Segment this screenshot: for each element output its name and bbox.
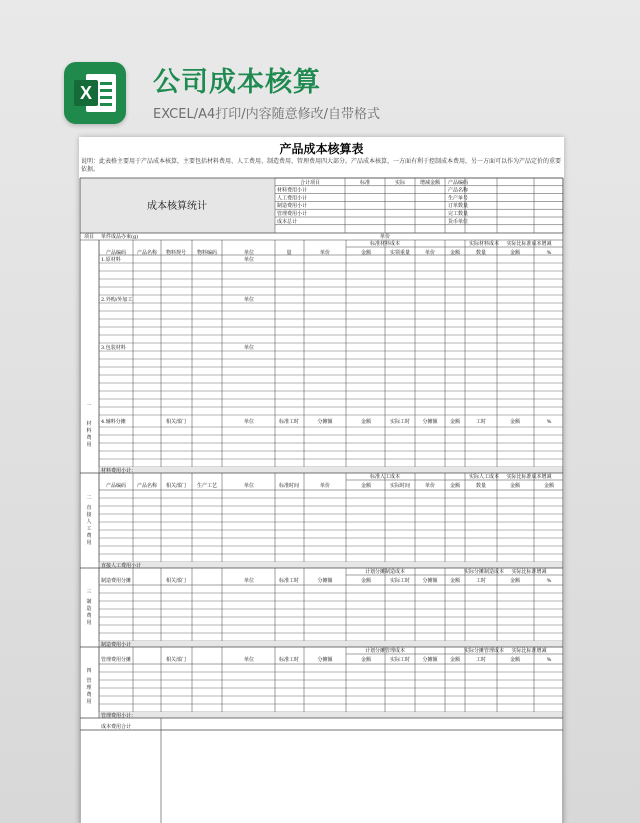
- product-info-label: 产品编码: [448, 179, 469, 186]
- section-label: 管: [86, 678, 92, 684]
- column-header: 金额: [360, 657, 372, 663]
- column-header: 金额: [509, 419, 521, 425]
- spreadsheet-preview: [79, 137, 564, 823]
- column-header: 分摊额: [422, 419, 438, 425]
- summary-row-label: 材料费用小计: [277, 187, 308, 194]
- column-header: 分摊额: [422, 578, 438, 584]
- subtotal-fill: [99, 467, 563, 473]
- column-header: 产品编码: [105, 250, 127, 256]
- summary-header: 合计项目: [299, 179, 321, 186]
- subtotal-label: 材料费用小计：: [101, 468, 137, 474]
- group-header: 实际比标准成本增减: [506, 241, 552, 247]
- column-header: 相关部门: [165, 578, 187, 584]
- summary-header: 标准: [359, 179, 371, 186]
- group-header: 计划分摊管理成本: [364, 648, 406, 654]
- cost-table: [79, 137, 564, 823]
- summary-row-label: 管理费用小计: [277, 211, 308, 217]
- section-label: 造: [86, 606, 92, 612]
- column-header: 量: [286, 250, 292, 256]
- summary-row-label: 制造费用小计: [277, 203, 308, 210]
- subtotal-label: 管理费用小计：: [101, 713, 137, 719]
- subsection-label: 2.外购/外加工: [101, 297, 133, 303]
- subsection-label: 3.包装材料: [101, 345, 126, 351]
- summary-header: 增减金额: [419, 179, 441, 186]
- group-header: 实际比标准增减: [511, 648, 547, 654]
- section-label: 材: [86, 421, 92, 427]
- summary-row-label: 成本总计: [277, 218, 298, 225]
- column-header: 金额: [449, 250, 461, 256]
- column-header: 单位: [243, 250, 255, 256]
- column-header: 单价: [319, 483, 331, 489]
- column-header: 分摊额: [422, 657, 438, 663]
- group-header: 标准人工成本: [369, 474, 401, 480]
- product-info-label: 货币单位: [448, 218, 469, 225]
- column-header: 实领重量: [389, 250, 411, 256]
- section-label: 接: [86, 512, 92, 518]
- section-number: 三: [86, 589, 92, 595]
- group-header: 实际分摊制造成本: [463, 569, 505, 575]
- column-header: 相关部门: [165, 483, 187, 489]
- page-title: 公司成本核算: [153, 67, 321, 98]
- product-info-label: 产品名称: [448, 187, 469, 194]
- total-label: 成本费用合计: [101, 724, 132, 730]
- column-header: 实际工时: [389, 578, 411, 584]
- section-number: 四: [86, 668, 92, 674]
- unit-label: 单位: [243, 345, 255, 351]
- group-header: 实际人工成本: [468, 474, 500, 480]
- section-label: 工: [86, 526, 92, 532]
- column-header: 单位: [243, 657, 255, 663]
- column-header: 金额: [360, 250, 372, 256]
- header: [0, 0, 640, 135]
- column-header: 物料规号: [165, 250, 187, 256]
- group-header: 实际比标准成本增减: [506, 474, 552, 480]
- column-header: 相关部门: [165, 419, 187, 425]
- subtotal-fill: [99, 641, 563, 647]
- column-header: 金额: [449, 657, 461, 663]
- section-label: 直: [86, 505, 92, 511]
- column-header: 标准时间: [278, 483, 300, 489]
- unit-weight-header: 单件成品办束(g): [101, 234, 139, 240]
- section-label: 用: [86, 540, 92, 546]
- column-header: 金额: [360, 419, 372, 425]
- column-header: 产品名称: [136, 483, 158, 489]
- unit-price-header: 单价: [379, 234, 391, 240]
- section-label: 制: [86, 599, 92, 605]
- subsection-label: 1.原材料: [101, 257, 121, 263]
- project-header: 项目: [83, 234, 95, 240]
- column-header: 相关部门: [165, 657, 187, 663]
- section-label: 理: [86, 685, 92, 691]
- column-header: 工时: [475, 419, 487, 425]
- section-label: 用: [86, 620, 92, 626]
- column-header: 工时: [475, 578, 487, 584]
- main-title: 成本核算统计: [147, 201, 207, 212]
- column-header: 生产工艺: [196, 483, 218, 489]
- column-header: 产品编码: [105, 483, 127, 489]
- column-header: %: [546, 578, 552, 584]
- section-label: 料: [86, 428, 92, 434]
- subtotal-fill: [99, 562, 563, 568]
- section-label: 费: [86, 613, 92, 619]
- column-header: 标准工时: [278, 419, 300, 425]
- section-label: 费: [86, 435, 92, 441]
- column-header: 物料编码: [196, 250, 218, 256]
- column-header: 制造费用分摊: [100, 578, 132, 584]
- group-header: 实际比标准增减: [511, 569, 547, 575]
- column-header: 金额: [449, 578, 461, 584]
- unit-label: 单位: [243, 257, 255, 263]
- column-header: 金额: [449, 419, 461, 425]
- column-header: 产品名称: [136, 250, 158, 256]
- column-header: 分摊额: [317, 578, 333, 584]
- column-header: 工时: [475, 657, 487, 663]
- column-header: %: [546, 419, 552, 425]
- column-header: 标准工时: [278, 657, 300, 663]
- column-header: 金额: [449, 483, 461, 489]
- column-header: 实际工时: [389, 657, 411, 663]
- unit-label: 单位: [243, 297, 255, 303]
- column-header: 金额: [509, 483, 521, 489]
- section-number: 一: [86, 403, 92, 409]
- column-header: 实际工时: [389, 419, 411, 425]
- section-number: 二: [86, 495, 92, 501]
- product-info-label: 生产单号: [448, 195, 469, 202]
- product-info-label: 订单数量: [448, 203, 469, 210]
- subtotal-label: 直接人工费用小计: [101, 563, 142, 569]
- summary-row-label: 人工费用小计: [277, 195, 308, 202]
- column-header: %: [546, 657, 552, 663]
- page-subtitle: EXCEL/A4打印/内容随意修改/自带格式: [153, 107, 381, 122]
- column-header: 金额: [509, 250, 521, 256]
- column-header: 管理费用分摊: [100, 657, 132, 663]
- column-header: 金额: [543, 483, 555, 489]
- column-header: 单价: [424, 483, 436, 489]
- excel-icon: X: [64, 62, 126, 124]
- column-header: 标准工时: [278, 578, 300, 584]
- summary-header: 实际: [394, 179, 406, 186]
- column-header: 数量: [475, 250, 487, 256]
- group-header: 计划分摊制造成本: [364, 569, 406, 575]
- sheet-title: 产品成本核算表: [279, 142, 364, 156]
- group-header: 标准材料成本: [369, 241, 401, 247]
- sheet-note: 说明：此表格主要用于产品成本核算，主要包括材料费用、人工费用、制造费用、管理费用四大部分。产品成本核算，一方面有利于控制成本费用，另一方面可以作为产品定价的重要依据。: [81, 158, 562, 173]
- subtotal-fill: [99, 712, 563, 718]
- section-label: 费: [86, 692, 92, 698]
- group-header: 实际材料成本: [468, 241, 500, 247]
- product-info-label: 完工数量: [448, 211, 469, 217]
- column-header: 分摊额: [317, 419, 333, 425]
- column-header: 单价: [319, 250, 331, 256]
- column-header: 分摊额: [317, 657, 333, 663]
- section-label: 用: [86, 699, 92, 705]
- column-header: 单位: [243, 483, 255, 489]
- column-header: 单位: [243, 578, 255, 584]
- column-header: %: [546, 250, 552, 256]
- section-label: 费: [86, 533, 92, 539]
- column-header: 单价: [424, 250, 436, 256]
- column-header: 金额: [360, 483, 372, 489]
- column-header: 单位: [243, 419, 255, 425]
- subsection-label: 4.辅料分摊: [101, 419, 126, 425]
- column-header: 实际时间: [389, 483, 411, 489]
- column-header: 金额: [509, 657, 521, 663]
- section-label: 人: [86, 519, 92, 525]
- column-header: 金额: [509, 578, 521, 584]
- subtotal-label: 制造费用小计: [101, 642, 132, 648]
- section-label: 用: [86, 442, 92, 448]
- group-header: 实际分摊管理成本: [463, 648, 505, 654]
- column-header: 金额: [360, 578, 372, 584]
- column-header: 数量: [475, 483, 487, 489]
